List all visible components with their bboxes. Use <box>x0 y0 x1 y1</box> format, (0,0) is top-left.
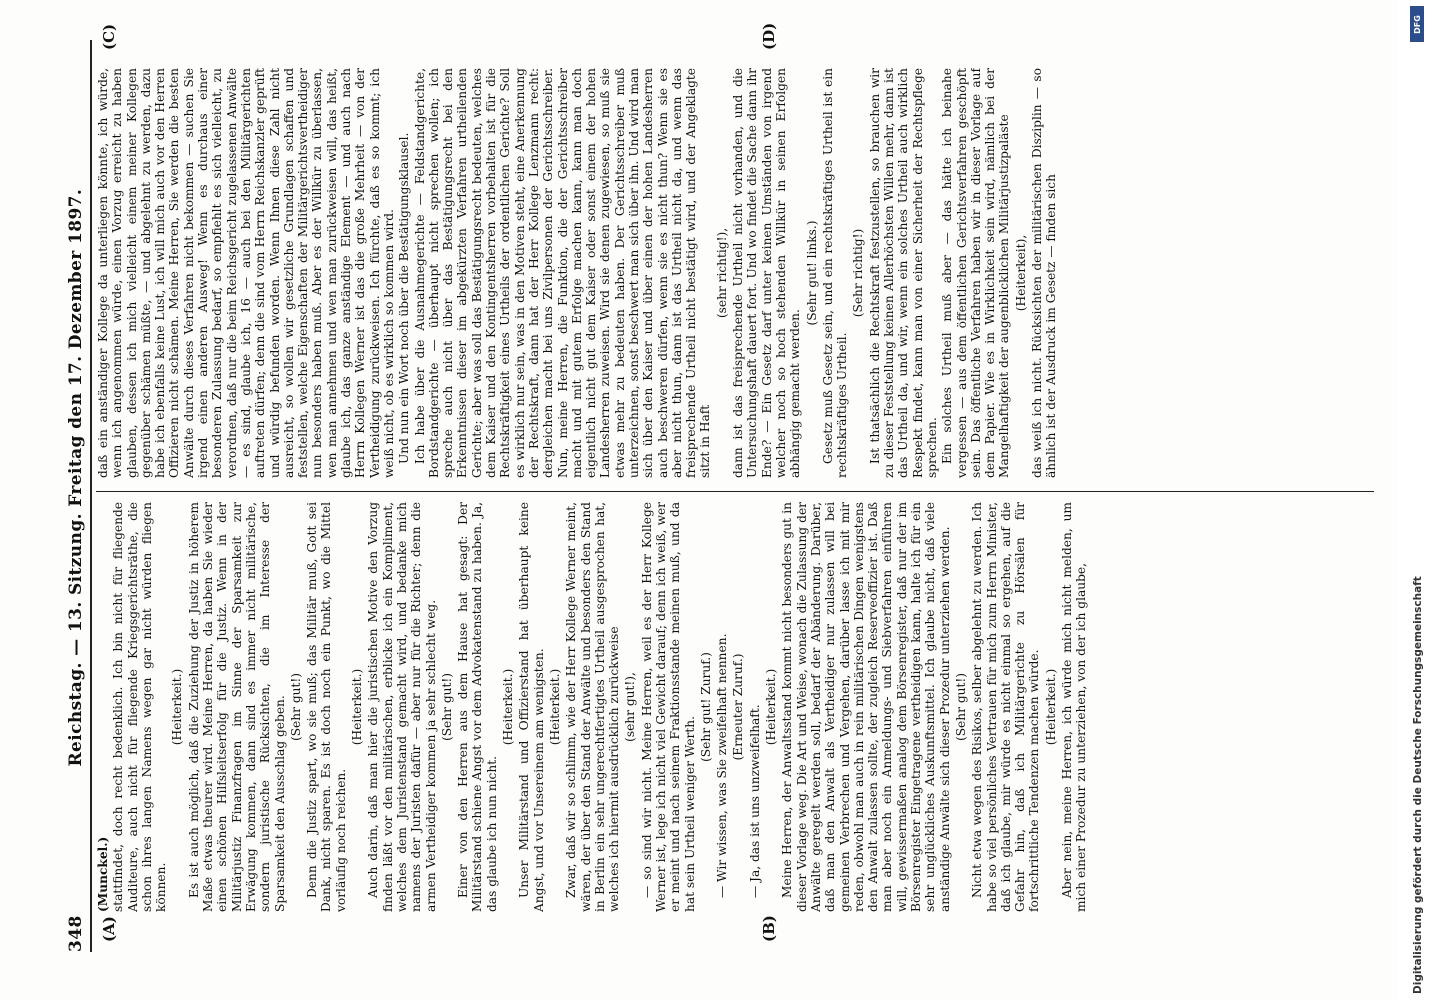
margin-marker-d: (D) <box>760 22 778 50</box>
left-column <box>96 502 1374 912</box>
interjection: (Heiterkeit.) <box>170 668 185 746</box>
dfg-logo <box>1410 6 1424 42</box>
margin-marker-c: (C) <box>100 23 118 50</box>
paragraph: Aber nein, meine Herren, ich würde mich nicht melden, um mich einer Prozedur zu unterziehen, von der ich glaube, <box>1060 502 1089 912</box>
paragraph: — Wir wissen, was Sie zweifelhaft nennen. <box>715 633 730 898</box>
paragraph: Einer von den Herren aus dem Hause hat gesagt: Der Militärstand schiene Angst vor dem Advokatenstand zu haben. Ja, das glaube ich nun nicht. <box>456 502 499 912</box>
paragraph: Es ist auch möglich, daß die Zuziehung der Justiz in höherem Maße etwas theurer wird. Meine Herren, da haben Sie wieder einen schönen Hilfsleitserfolg für die Justiz. Wenn in der Militärjustiz Finanzfragen im Sinne der Sparsamkeit zur Erwägung kommen, dann sind es immer nicht militärische, sondern juristische Rücksichten, die im Interesse der Sparsamkeit den Ausschlag geben. <box>186 502 287 912</box>
paragraph: Ich habe über die Ausnahmegerichte — Feldstandgerichte, Bordstandgerichte — überhaupt nicht sprechen wollen; ich spreche auch nicht über das Bestätigungsrecht bei den Erkenntnissen dieser im abgekürzten Verfahren urtheilenden Gerichte; aber was soll das Bestätigungsrecht bedeuten, welches dem Kaiser und den Kontingentsherren vorbehalten ist für die Rechtskräftigkeit eines Urtheils der ordentlichen Gerichte? Soll es wirklich nur sein, was in den Motiven steht, eine Anerkennung der Rechtskraft, dann hat der Herr Kollege Lenzmann recht: dergleichen macht bei uns Zivilpersonen der Gerichtsschreiber. Nun, meine Herren, die Funktion, die der Gerichtsschreiber macht und mit gutem Erfolge machen kann, kann man doch eigentlich nicht gut dem Kaiser oder sonst einem der hohen Landesherren zuweisen. Wird sie denen zugewiesen, so muß sie etwas mehr zu bedeuten haben. Der Gerichtsschreiber muß unterzeichnen, sonst beschwert man sich über ihn. Und wird man sich über den Kaiser und über einen der hohen Landesherren auch beschweren dürfen, wenn sie es nicht thun? Wenn sie es aber nicht thun, dann ist das Urtheil nicht da, und wenn das freisprechende Urtheil nicht bestätigt wird, und der Angeklagte sitzt in Haft <box>412 68 713 478</box>
interjection: (Sehr gut!) <box>439 672 454 742</box>
interjection: (Heiterkeit.) <box>350 668 365 746</box>
interjection: (Sehr richtig!) <box>851 228 866 318</box>
funding-sidebar <box>1398 0 1434 1000</box>
interjection: (Sehr gut!) <box>953 672 968 742</box>
funding-notice: Digitalisierung gefördert durch die Deutsche Forschungsgemeinschaft <box>1412 576 1424 994</box>
paragraph: das weiß ich nicht. Rücksichten der militärischen Disziplin — so ähnlich ist der Ausdruck im Gesetz — finden sich <box>1030 68 1059 478</box>
dfg-logo-text: DFG <box>1412 14 1422 34</box>
page-title: Reichstag. — 13. Sitzung. Freitag den 17. Dezember 1897. <box>66 188 86 767</box>
speaker-name: (Munckel.) <box>96 836 110 912</box>
paragraph: Denn die Justiz spart, wo sie muß; das Militär muß, Gott sei Dank, nicht sparen. Es ist doch noch ein Punkt, wo die Mittel vorläufig noch reichen. <box>305 502 348 912</box>
interjection: (Heiterkeit.) <box>547 668 562 746</box>
margin-marker-a: (A) <box>100 916 118 942</box>
interjection: (Sehr gut! Zuruf.) <box>698 652 713 762</box>
interjection: (sehr richtig!), <box>714 227 729 319</box>
margin-marker-b: (B) <box>760 915 778 942</box>
paragraph: Unser Militärstand und Offizierstand hat überhaupt keine Angst, und vor Unsereinem am wenigsten. <box>517 502 546 912</box>
interjection: (Heiterkeit.) <box>1043 668 1058 746</box>
paragraph: dann ist das freisprechende Urtheil nicht vorhanden, und die Untersuchungshaft dauert fort. Und wo findet die Sache dann ihr Ende? — Ein Gesetz darf unter keinen Umständen von irgend welcher noch so hoch stehenden Willkür in seinen Erfolgen abhängig gemacht werden. <box>731 68 803 478</box>
interjection: (Heiterkeit.) <box>764 668 779 746</box>
interjection: (Heiterkeit), <box>1013 234 1028 312</box>
right-column <box>96 68 1374 478</box>
interjection: (Erneuter Zuruf.) <box>731 653 746 761</box>
paragraph: — so sind wir nicht. Meine Herren, weil es der Herr Kollege Werner ist, lege ich nicht viel Gewicht darauf; denn ich weiß, wer er meint und nach seinem Fraktionsstande meinen muß, und da hat sein Urtheil weniger Werth. <box>639 502 697 912</box>
paragraph: Meine Herren, der Anwaltsstand kommt nicht besonders gut in dieser Vorlage weg. Die Art und Weise, wonach die Zulassung der Anwälte geregelt werden soll, bedarf der Abänderung. Darüber, daß man den Anwalt als Vertheidiger nur zulassen will bei gemeinen Verbrechen und Vergehen, darüber lasse ich mit mir reden, obwohl man auch in rein militärischen Dingen wenigstens den Anwalt zulassen sollte, der zugleich Reserveoffizier ist. Daß man aber noch ein Anmeldungs- und Siebverfahren einführen will, gewissermaßen analog dem Börsenregister, daß nur der im Börsenregister Eingetragene vertheidigen kann, halte ich für ein sehr unglückliches Auskunftsmittel. Ich glaube nicht, daß viele anständige Anwälte sich dieser Prozedur unterziehen werden. <box>780 502 952 912</box>
page-number: 348 <box>66 915 86 952</box>
paragraph: Und nun ein Wort noch über die Bestätigungsklausel. <box>397 132 412 464</box>
paragraph: Gesetz muß Gesetz sein, und ein rechtskräftiges Urtheil ist ein rechtskräftiges Urtheil. <box>820 68 850 478</box>
paragraph: Ist thatsächlich die Rechtskraft festzustellen, so brauchen wir zu dieser Feststellung keinen Allerhöchsten Willen mehr, dann ist das Urtheil da, und wir, wenn ein solches Urtheil auch wirklich Respekt findet, kann man von einer Sicherheit der Rechtspflege sprechen. <box>867 68 939 478</box>
paragraph: Zwar, daß wir so schlimm, wie der Herr Kollege Werner meint, wären, der über den Stand der Anwälte und besonders den Stand in Berlin ein sehr ungerechtfertigtes Urtheil ausgesprochen hat, welches ich hiermit ausdrücklich zurückweise <box>564 502 622 912</box>
interjection: (Heiterkeit.) <box>501 668 516 746</box>
column-divider <box>96 491 1374 492</box>
paragraph: Ein solches Urtheil muß aber — das hätte ich beinahe vergessen — aus dem öffentlichen Gerichtsverfahren geschöpft sein. Das öffentliche Verfahren haben wir in dieser Vorlage auf dem Papier. Wie es in Wirklichkeit sein wird, nämlich bei der Mangelhaftigkeit der augenblicklichen Militärjustizpaläste <box>940 68 1012 478</box>
interjection: (Sehr gut! links.) <box>804 220 819 326</box>
paragraph: Auch darin, daß man hier die juristischen Motive den Vorzug finden läßt vor den militärischen, erblicke ich ein Kompliment, welches dem Juristenstand gemacht wird, und bedanke mich namens der Juristen dafür — aber nur für die Richter; denn die armen Vertheidiger kommen ja sehr schlecht weg. <box>366 502 438 912</box>
paragraph: daß ein anständiger Kollege da unterliegen könnte, ich würde, wenn ich angenommen würde, einen Vorzug erreicht zu haben glauben, dessen ich mich vielleicht einem meiner Kollegen gegenüber schämen müßte, — und abgelehnt zu werden, dazu habe ich ebenfalls keine Lust, ich will mich auch vor den Herren Offizieren nicht schämen. Meine Herren, Sie werden die besten Anwälte durch dieses Verfahren nicht bekommen — suchen Sie irgend einen anderen Ausweg! Wenn es durchaus einer besonderen Zulassung bedarf, so empfiehlt es sich vielleicht, zu verordnen, daß nur die beim Reichsgericht zugelassenen Anwälte — es sind, glaube ich, 16 — auch bei den Militärgerichten auftreten dürfen; denn die sind vom Herrn Reichskanzler geprüft und würdig befunden worden. Wenn Ihnen diese Zahl nicht ausreicht, so wollen wir gesetzliche Grundlagen schaffen und feststellen, welche Eigenschaften der Militärgerichtsvertheidiger nun besonders haben muß. Aber es der Willkür zu überlassen, wen man annehmen und wen man zurückweisen will, das heißt, glaube ich, das ganze anständige Element — und auch nach Herrn Kollegen Werner ist das die große Mehrheit — von der Vertheidigung zurückweisen. Ich fürchte, daß es so kommt; ich weiß nicht, ob es wirklich so kommen wird. <box>96 68 396 478</box>
paragraph: Nicht etwa wegen des Risikos, selber abgelehnt zu werden. Ich habe so viel persönliches Vertrauen für mich zum Herrn Minister, daß ich glaube, mir würde es nicht einmal so ergehen, auf die Gefahr hin, daß ich Militärgerichte zu Hörsälen für fortschrittliche Tendenzen machen würde. <box>970 502 1042 912</box>
paragraph: stattfindet, doch recht bedenklich. Ich bin nicht für fliegende Auditeure, auch nicht für fliegende Kriegsgerichtsräthe, die schon ihres langen Namens wegen gar nicht würden fliegen können. <box>111 502 169 912</box>
interjection: (sehr gut!), <box>623 672 638 742</box>
interjection: (Sehr gut!) <box>288 672 303 742</box>
paragraph: — Ja, das ist uns unzweifelhaft. <box>747 704 762 898</box>
page-header <box>52 40 92 952</box>
